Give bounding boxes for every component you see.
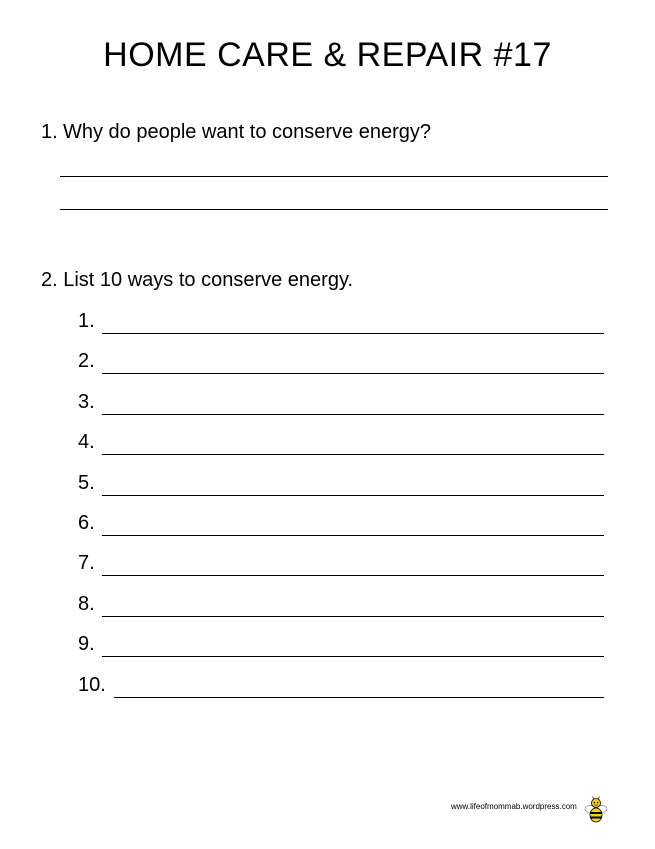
answer-line[interactable]: [102, 656, 604, 657]
answer-item: [78, 633, 604, 659]
answer-item-number: 8.: [78, 592, 95, 615]
answer-item-number: 3.: [78, 390, 95, 413]
answer-item: [78, 350, 604, 376]
answer-line[interactable]: [102, 454, 604, 455]
answer-item: [78, 512, 604, 538]
answer-line[interactable]: [102, 616, 604, 617]
answer-item-number: 1.: [78, 310, 95, 332]
answer-line[interactable]: [102, 373, 604, 374]
answer-item: [78, 310, 604, 336]
answer-line[interactable]: [102, 575, 604, 576]
answer-item: [78, 593, 604, 619]
question-1-text: Why do people want to conserve energy?: [63, 121, 431, 143]
answer-item: [78, 674, 604, 700]
question-2: 2. List 10 ways to conserve energy.: [41, 269, 354, 291]
answer-item-number: 6.: [78, 512, 95, 534]
bee-icon: [583, 796, 609, 824]
answer-item: [78, 431, 604, 457]
answer-item: [78, 391, 604, 417]
answer-item-number: 7.: [78, 552, 95, 575]
answer-item-number: 9.: [78, 633, 95, 656]
answer-item-number: 4.: [78, 431, 95, 454]
answer-line[interactable]: [102, 333, 604, 334]
question-1: [41, 121, 431, 144]
answer-line[interactable]: [114, 697, 604, 698]
answer-line[interactable]: [102, 414, 604, 415]
answer-line[interactable]: [102, 535, 604, 536]
worksheet-title: HOME CARE & REPAIR #17: [103, 36, 552, 74]
answer-item: [78, 552, 604, 578]
answer-item-number: 2.: [78, 350, 95, 373]
answer-item-number: 10.: [78, 673, 106, 696]
answer-item-number: 5.: [78, 471, 95, 494]
answer-line[interactable]: [102, 495, 604, 496]
answer-item: [78, 472, 604, 498]
answer-line-q1-a[interactable]: [60, 176, 608, 177]
question-1-number: 1.: [41, 121, 58, 143]
footer-url: www.lifeofmommab.wordpress.com: [451, 802, 577, 811]
answer-line-q1-b[interactable]: [60, 209, 608, 210]
